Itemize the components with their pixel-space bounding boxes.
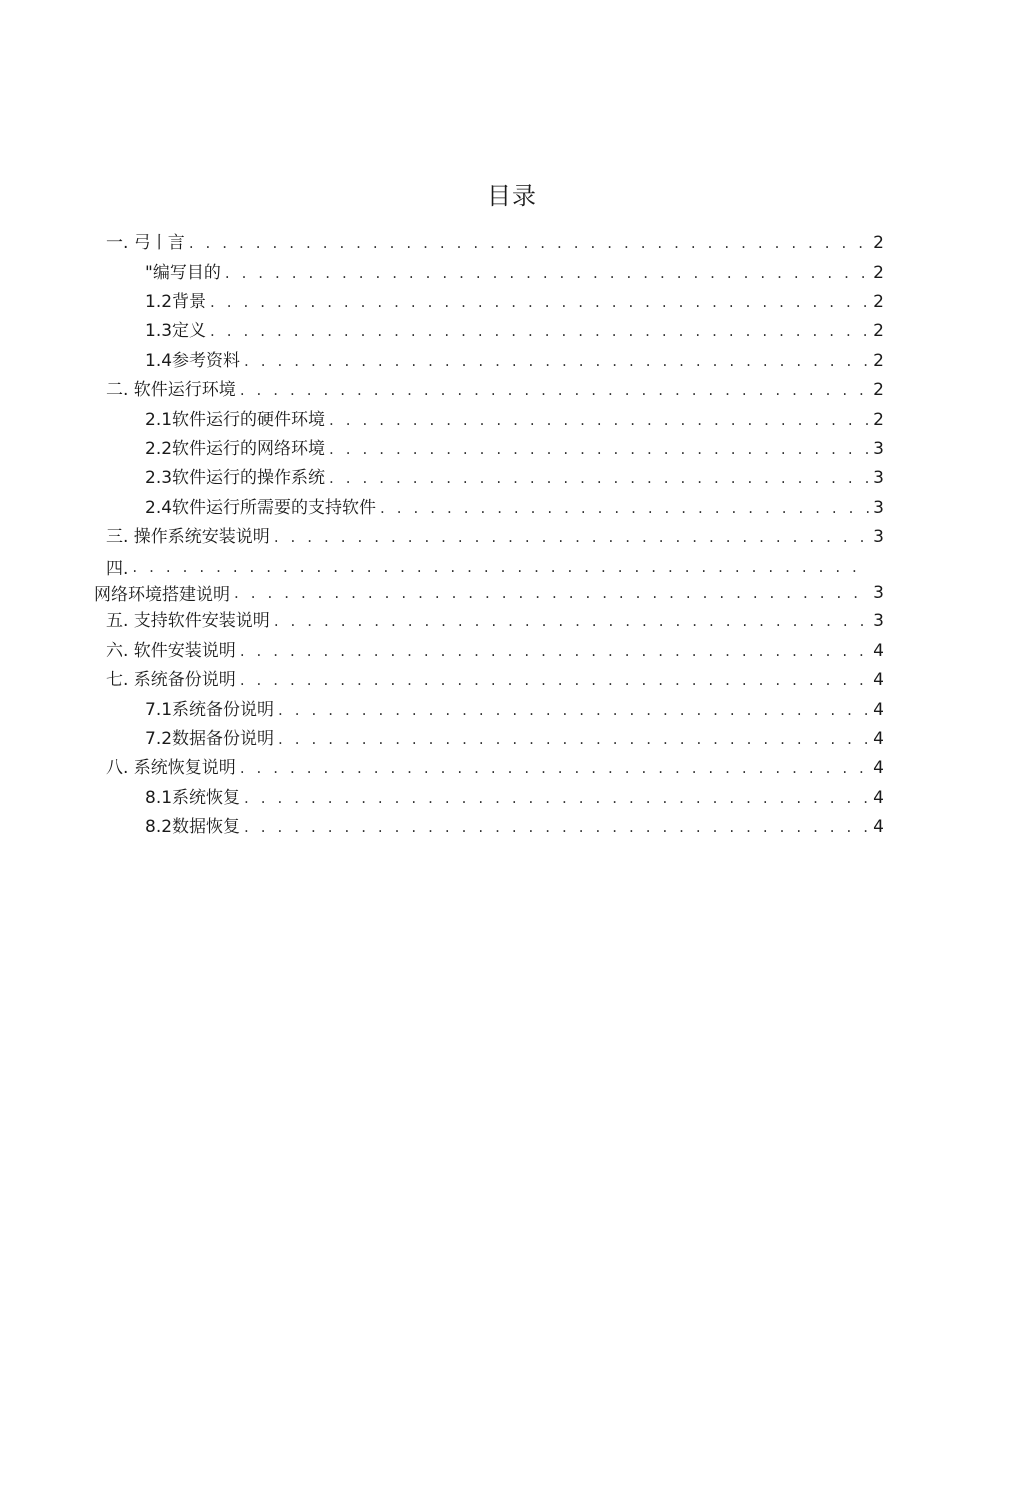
toc-dot-leader [240, 754, 871, 783]
toc-dot-leader [278, 725, 871, 754]
toc-entry-label-continued: 网络环境搭建说明 [94, 585, 230, 606]
toc-entry-6[interactable] [0, 637, 1024, 666]
toc-entry-1-2[interactable] [0, 288, 1024, 317]
toc-entry-label: 1.3定义 [145, 321, 207, 342]
toc-page-number: 3 [873, 497, 884, 518]
toc-page-number: 4 [873, 640, 884, 661]
toc-entry-4[interactable] [0, 552, 1024, 607]
toc-dot-leader [244, 347, 871, 376]
toc-page-number: 3 [873, 582, 884, 603]
toc-page-number: 4 [873, 670, 884, 691]
toc-dot-leader [132, 558, 868, 576]
toc-entry-label: 八. 系统恢复说明 [106, 758, 236, 779]
toc-page-number: 2 [873, 233, 884, 254]
toc-entry-label: 2.1软件运行的硬件环境 [145, 409, 326, 430]
toc-entry-8-1[interactable] [0, 784, 1024, 813]
toc-entry-label: 8.2数据恢复 [145, 817, 241, 838]
toc-entry-8[interactable] [0, 754, 1024, 783]
toc-entry-label: 五. 支持软件安装说明 [106, 611, 270, 632]
toc-dot-leader [225, 259, 871, 288]
toc-entry-label: 7.1系统备份说明 [145, 699, 275, 720]
toc-entry-2-2[interactable] [0, 435, 1024, 464]
toc-entry-label: 2.4软件运行所需要的支持软件 [145, 497, 377, 518]
toc-entry-7-2[interactable] [0, 725, 1024, 754]
toc-dot-leader [210, 288, 871, 317]
toc-page-number: 4 [873, 758, 884, 779]
toc-dot-leader [244, 784, 871, 813]
toc-entry-1-1[interactable] [0, 258, 1024, 287]
toc-entry-label: 1.2背景 [145, 291, 207, 312]
toc-entry-1[interactable] [0, 229, 1024, 258]
toc-dot-leader [274, 607, 871, 636]
toc-page-number: 2 [873, 350, 884, 371]
toc-dot-leader [240, 637, 871, 666]
toc-entry-label: 7.2数据备份说明 [145, 729, 275, 750]
toc-dot-leader [240, 376, 871, 405]
toc-entry-label: 七. 系统备份说明 [106, 670, 236, 691]
toc-title: 目录 [487, 182, 537, 210]
toc-dot-leader [274, 523, 871, 552]
toc-entry-7[interactable] [0, 666, 1024, 695]
toc-page-number: 3 [873, 468, 884, 489]
toc-entry-label: 三. 操作系统安装说明 [106, 527, 270, 548]
toc-entry-2-4[interactable] [0, 494, 1024, 523]
toc-entry-3[interactable] [0, 523, 1024, 552]
toc-page-number: 3 [873, 438, 884, 459]
toc-page-number: 2 [873, 321, 884, 342]
table-of-contents [0, 229, 1024, 842]
toc-entry-2-1[interactable] [0, 405, 1024, 434]
toc-dot-leader [329, 435, 871, 464]
toc-entry-label: 1.4参考资料 [145, 350, 241, 371]
toc-page-number: 4 [873, 729, 884, 750]
toc-entry-1-3[interactable] [0, 317, 1024, 346]
toc-entry-label: 8.1系统恢复 [145, 787, 241, 808]
toc-page-number: 2 [873, 380, 884, 401]
toc-entry-label: 二. 软件运行环境 [106, 380, 236, 401]
toc-dot-leader [210, 317, 871, 346]
toc-entry-label: "编写目的 [145, 262, 221, 283]
toc-entry-2-3[interactable] [0, 464, 1024, 493]
toc-entry-2[interactable] [0, 376, 1024, 405]
toc-page-number: 4 [873, 787, 884, 808]
toc-page-number: 3 [873, 527, 884, 548]
toc-entry-label: 六. 软件安装说明 [106, 640, 236, 661]
toc-page-number: 4 [873, 699, 884, 720]
toc-dot-leader [189, 229, 871, 258]
toc-entry-5[interactable] [0, 607, 1024, 636]
toc-dot-leader [244, 813, 871, 842]
toc-entry-label: 四. [106, 559, 129, 580]
toc-dot-leader [329, 406, 871, 435]
toc-dot-leader [380, 494, 871, 523]
toc-entry-1-4[interactable] [0, 347, 1024, 376]
toc-dot-leader [234, 584, 871, 602]
toc-entry-8-2[interactable] [0, 813, 1024, 842]
toc-dot-leader [240, 666, 871, 695]
toc-page-number: 2 [873, 291, 884, 312]
toc-page-number: 2 [873, 262, 884, 283]
toc-dot-leader [278, 696, 871, 725]
toc-page-number: 3 [873, 611, 884, 632]
toc-page-number: 2 [873, 409, 884, 430]
toc-entry-label: 一. 弓丨言 [106, 233, 185, 254]
toc-entry-label: 2.2软件运行的网络环境 [145, 438, 326, 459]
toc-entry-7-1[interactable] [0, 695, 1024, 724]
toc-entry-label: 2.3软件运行的操作系统 [145, 468, 326, 489]
toc-page-number: 4 [873, 817, 884, 838]
toc-dot-leader [329, 464, 871, 493]
